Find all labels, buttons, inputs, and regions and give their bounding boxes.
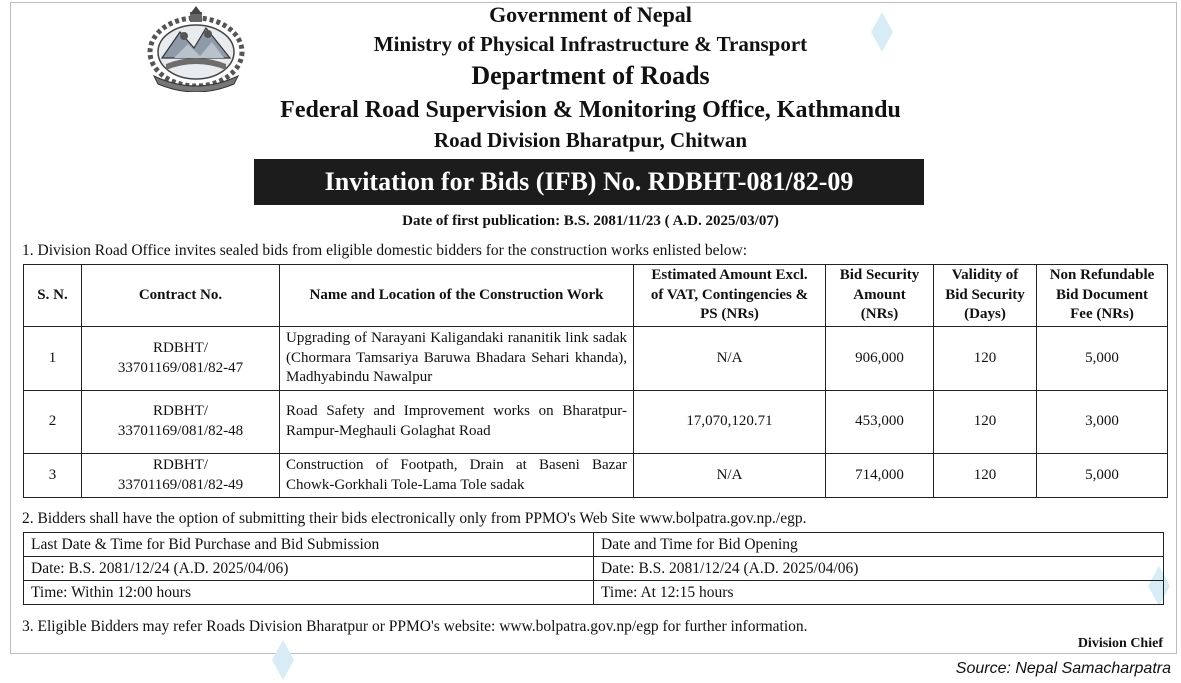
paragraph-invitation: 1. Division Road Office invites sealed bids from eligible domestic bidders for the construction works enlisted below: [22,242,748,259]
opening-title: Date and Time for Bid Opening [594,533,1164,557]
header-text-line: of VAT, Contingencies & [650,286,809,303]
cell-fee: 5,000 [1037,454,1168,498]
construction-works-table [23,264,1168,498]
header-estimated-amount [634,265,826,327]
table-row [24,557,1164,581]
header-document-fee [1037,265,1168,327]
bid-dates-table [23,532,1164,605]
header-sn: S. N. [24,265,82,327]
header-text-line: Non Refundable [1049,267,1155,284]
contract-line: 33701169/081/82-47 [117,359,244,376]
watermark-diamond-mark [272,640,294,680]
cell-work: Road Safety and Improvement works on Bharatpur-Rampur-Meghauli Golaghat Road [280,391,634,454]
cell-validity: 120 [934,454,1037,498]
cell-fee: 3,000 [1037,391,1168,454]
header-ministry: Ministry of Physical Infrastructure & Transport [373,32,808,56]
contract-line: 33701169/081/82-48 [117,423,244,439]
header-department: Department of Roads [471,61,710,90]
cell-amount: N/A [634,327,826,391]
cell-fee: 5,000 [1037,327,1168,391]
cell-validity: 120 [934,327,1037,391]
header-text-line: Bid Security [839,267,920,284]
header-text-line: Amount [853,286,906,303]
header-text-line: Fee (NRs) [1070,306,1134,323]
header-validity [934,265,1037,327]
header-text-line: Estimated Amount Excl. [651,267,808,284]
cell-amount: N/A [634,454,826,498]
cell-contract-no [82,327,280,391]
header-office: Federal Road Supervision & Monitoring Office, Kathmandu [280,97,901,123]
cell-contract-no [82,391,280,454]
cell-work: Construction of Footpath, Drain at Baseni Bazar Chowk-Gorkhali Tole-Lama Tole sadak [280,454,634,498]
table-row [24,581,1164,605]
cell-sn: 3 [24,454,82,498]
header-government: Government of Nepal [489,2,692,27]
header-text-line: (Days) [964,306,1006,323]
opening-date: Date: B.S. 2081/12/24 (A.D. 2025/04/06) [594,557,1164,581]
table-row [24,533,1164,557]
cell-sn: 2 [24,391,82,454]
cell-work: Upgrading of Narayani Kaligandaki rananitik link sadak (Chormara Tamsariya Baruwa Bhadara Sehari khanda), Madhyabindu Nawalpur [280,327,634,391]
cell-contract-no [82,454,280,498]
contract-line: 33701169/081/82-49 [117,476,244,493]
ifb-title-banner: Invitation for Bids (IFB) No. RDBHT-081/82-09 [254,159,924,205]
paragraph-further-information: 3. Eligible Bidders may refer Roads Division Bharatpur or PPMO's website: www.bolpatra.gov.np/egp for further information. [22,618,808,635]
cell-security: 714,000 [826,454,934,498]
cell-sn: 1 [24,327,82,391]
header-bid-security [826,265,934,327]
header-work-name-location: Name and Location of the Construction Work [280,265,634,327]
contract-line: RDBHT/ [152,403,208,420]
cell-security: 906,000 [826,327,934,391]
signature-division-chief: Division Chief [1077,636,1163,651]
cell-validity: 120 [934,391,1037,454]
header-division: Road Division Bharatpur, Chitwan [433,128,748,152]
cell-security: 453,000 [826,391,934,454]
submission-title: Last Date & Time for Bid Purchase and Bid Submission [24,533,594,557]
header-text-line: (NRs) [860,306,899,323]
source-credit: Source: Nepal Samacharpatra [955,660,1171,677]
submission-time: Time: Within 12:00 hours [24,581,594,605]
cell-amount: 17,070,120.71 [634,391,826,454]
submission-date: Date: B.S. 2081/12/24 (A.D. 2025/04/06) [24,557,594,581]
contract-line: RDBHT/ [152,339,208,356]
paragraph-electronic-submission: 2. Bidders shall have the option of submitting their bids electronically only from PPMO's Web Site www.bolpatra.gov.np./egp. [22,510,807,527]
publication-date: Date of first publication: B.S. 2081/11/23 ( A.D. 2025/03/07) [402,213,779,229]
header-text-line: Bid Security [945,286,1025,303]
header-text-line: Validity of [951,267,1019,284]
opening-time: Time: At 12:15 hours [594,581,1164,605]
header-text-line: Bid Document [1055,286,1149,303]
header-text-line: PS (NRs) [700,306,759,323]
contract-line: RDBHT/ [152,456,208,473]
header-contract-no: Contract No. [82,265,280,327]
table-row [24,391,1168,454]
table-header-row [24,265,1168,327]
table-row [24,327,1168,391]
table-row [24,454,1168,498]
